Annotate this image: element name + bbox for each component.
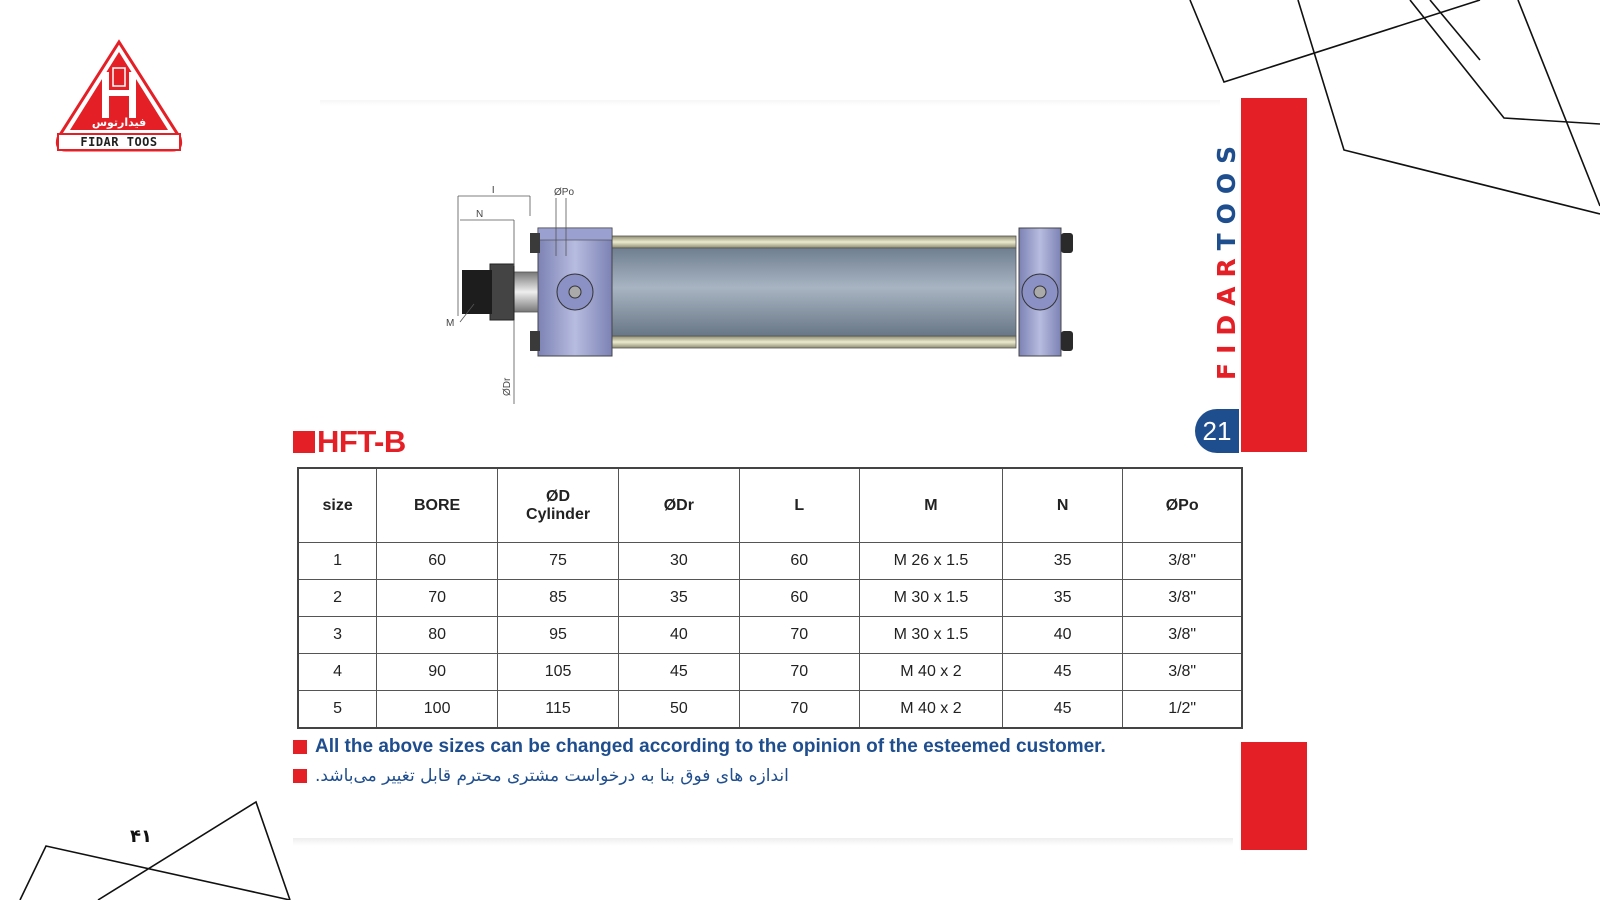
table-row: 5 100 115 50 70 M 40 x 2 45 1/2" xyxy=(298,691,1242,729)
note-marker xyxy=(293,769,307,783)
model-heading xyxy=(293,425,406,459)
brand-part-blue: TOOS xyxy=(1212,136,1241,251)
header-dr: ØDr xyxy=(619,468,740,543)
dim-label-po: ØPo xyxy=(554,187,575,198)
note-persian xyxy=(293,764,789,788)
table-row: 4 90 105 45 70 M 40 x 2 45 3/8" xyxy=(298,654,1242,691)
table-header-row xyxy=(298,468,1242,543)
table-row: 2 70 85 35 60 M 30 x 1.5 35 3/8" xyxy=(298,580,1242,617)
logo-text-en: FIDAR TOOS xyxy=(80,135,158,149)
dim-label-dr: ØDr xyxy=(502,377,513,396)
note-english-text: All the above sizes can be changed according to the opinion of the esteemed customer. xyxy=(315,736,1106,757)
header-m: M xyxy=(859,468,1002,543)
header-po: ØPo xyxy=(1123,468,1242,543)
table-row: 1 60 75 30 60 M 26 x 1.5 35 3/8" xyxy=(298,543,1242,580)
company-logo xyxy=(52,38,186,156)
dim-label-n: N xyxy=(476,209,484,220)
header-cylinder-d: ØD Cylinder xyxy=(498,468,619,543)
model-title: HFT-B xyxy=(317,424,406,459)
red-side-band xyxy=(1241,98,1307,452)
brand-vertical-text xyxy=(1212,136,1242,380)
dim-label-l: l xyxy=(492,186,495,196)
top-divider-shadow xyxy=(320,100,1220,106)
header-size: size xyxy=(298,468,377,543)
spec-table xyxy=(297,467,1243,729)
brand-part-red: FIDAR xyxy=(1212,250,1241,380)
header-n: N xyxy=(1002,468,1122,543)
logo-text-fa: فیدارتوس xyxy=(91,116,147,129)
note-persian-text: اندازه های فوق بنا به درخواست مشتری محترم قابل تغییر می‌باشد. xyxy=(315,766,789,786)
header-l: L xyxy=(739,468,859,543)
page-number: ۴۱ xyxy=(130,826,152,847)
header-bore: BORE xyxy=(377,468,498,543)
table-row: 3 80 95 40 70 M 30 x 1.5 40 3/8" xyxy=(298,617,1242,654)
note-marker xyxy=(293,740,307,754)
dim-label-m: M xyxy=(446,318,455,329)
bottom-divider-shadow xyxy=(293,838,1233,846)
note-english xyxy=(293,736,1106,758)
heading-marker xyxy=(293,431,315,453)
cylinder-drawing xyxy=(446,186,1086,412)
page-badge: 21 xyxy=(1195,409,1239,453)
red-side-band-bottom xyxy=(1241,742,1307,850)
